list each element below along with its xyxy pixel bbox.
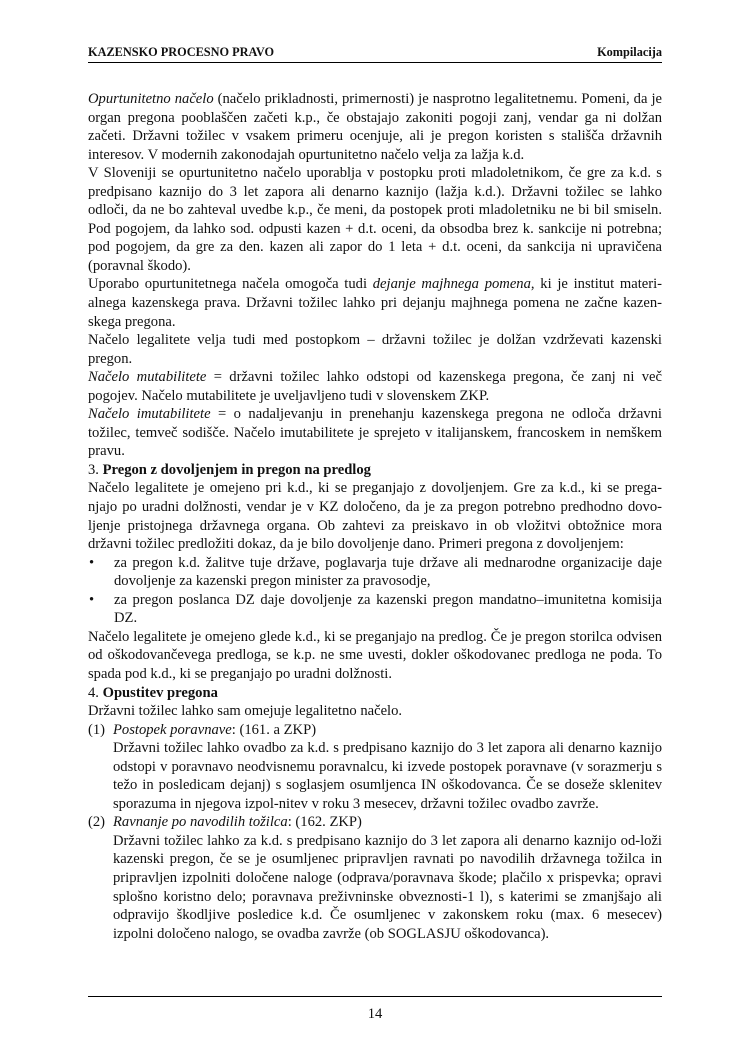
term-immutability: Načelo imutabilitete (88, 406, 211, 423)
list-item: • za pregon poslanca DZ daje dovoljenje za kazenski pregon mandatno–imunitetna komisija DZ. (88, 591, 662, 628)
section-3-outro: Načelo legalitete je omejeno glede k.d., ki se preganjajo na predlog. Če je pregon storilca odvisen od oškodovančevega predloga, se k.p. ne sme uvesti, dokler oškodovanec predloga ne poda. To spada pod k.d., ki se preganjajo po uradni dolžnosti. (88, 628, 662, 682)
list-item: • za pregon k.d. žalitve tuje države, poglavarja tuje države ali mednarodne organizacije daje dovoljenje za kazenski pregon minister za pravosodje, (88, 554, 662, 591)
paragraph-legality: Načelo legalitete velja tudi med postopkom – državni tožilec je dolžan vzdrževati kazenski pregon. (88, 332, 662, 367)
section-4-intro: Državni tožilec lahko sam omejuje legalitetno načelo. (88, 703, 403, 720)
term-mutability: Načelo mutabilitete (88, 369, 207, 386)
paragraph-mutability: Načelo mutabilitete = državni tožilec lahko odstopi od kazenskega pregona, če zanj ni več pogojev. Načelo mutabilitete je uveljavljeno tudi v slovenskem ZKP. (88, 369, 662, 404)
paragraph-minor-offence: Uporabo opurtunitetnega načela omogoča tudi dejanje majhnega pomena, ki je institut materi-alnega kazenskega prava. Državni tožilec lahko pri dejanju majhnega pomena ne začne kazen-skega pregona. (88, 276, 663, 330)
permission-examples-list (88, 554, 662, 628)
paragraph-slovenia: V Sloveniji se opurtunitetno načelo uporablja v postopku proti mladoletnikom, če gre za k.d. s predpisano kaznijo do 3 let zapora ali denarno kaznijo (lažja k.d.). Državni tožilec se lahko odloči, da ne bo zahteval uvedbe k.p., če meni, da postopek proti mladoletniku ne bi bil smiseln. Pod pogojem, da lahko sod. odpusti kazen + d.t. oceni, da obsodba brez k. sankcije ni potrebna; pod pogojem, da gre za den. kazen ali zapor do 1 leta + d.t. oceni, da sankcija ni upravičena (poravnal škodo). (88, 165, 662, 274)
item-1-text: Državni tožilec lahko ovadbo za k.d. s predpisano kaznijo do 3 let zapora ali denarno kaznijo odstopi v poravnavo neodvisnemu poravnalcu, ki izvede postopek poravnave (v sorazmerju s težo in posledicam dejanj) s soglasjem osumljenca IN oškodovanca. Če se doseže sklenitev sporazuma in njegova izpol-nitev v roku 3 mesecev, državni tožilec ovadbo zavrže. (113, 740, 662, 812)
document-body (88, 90, 662, 943)
page-number: 14 (367, 1006, 383, 1022)
header-compilation-label: Kompilacija (597, 45, 662, 59)
header-title: KAZENSKO PROCESNO PRAVO (88, 45, 275, 59)
section-3-heading: 3. Pregon z dovoljenjem in pregon na predlog (88, 461, 371, 478)
item-2-heading: (2) Ravnanje po navodilih tožilca: (162. ZKP) (88, 814, 362, 831)
footer-divider (88, 996, 662, 997)
item-2-text: Državni tožilec lahko za k.d. s predpisano kaznijo do 3 let zapora ali denarno kaznijo od-loži kazenski pregon, če se je osumljenec pripravljen ravnati po navodilih državnega tožilca in pripravljen izpolniti določene naloge (odprava/poravnava škode; plačilo x prispevka; opravi splošno koristno delo; poravnava preživninske obveznosti-1 l), s katerimi se zmanjšajo ali odpravijo škodljive posledice k.d. Če osumljenec v zakonskem roku (max. 6 mesecev) izpolni določeno nalogo, se ovadba zavrže (ob SOGLASJU oškodovanca). (113, 832, 662, 942)
section-4-heading: 4. Opustitev pregona (88, 684, 218, 701)
page-header (88, 44, 662, 63)
paragraph-immutability: Načelo imutabilitete = o nadaljevanju in prenehanju kazenskega pregona ne odloča državni tožilec, temveč sodišče. Načelo imutabilitete je sprejeto v italijanskem, francoskem in nemškem pravu. (88, 406, 662, 460)
paragraph-opportunity-principle: Opurtunitetno načelo (načelo prikladnosti, primernosti) je nasprotno legalitetnemu. Pomeni, da je organ pregona pooblaščen začeti k.p., če obstajajo zakoniti pogoji zanj, vendar ga ni dolžan začeti. Državni tožilec v vsakem primeru ocenjuje, ali je pregon koristen s stališča državnih interesov. V modernih zakonodajah opurtunitetno načelo velja za lažja k.d. (88, 91, 662, 163)
term-minor-offence: dejanje majhnega pomena (372, 276, 531, 293)
section-3-intro: Načelo legalitete je omejeno pri k.d., ki se preganjajo z dovoljenjem. Gre za k.d., ki se prega-njajo po uradni dolžnosti, vendar je v KZ določeno, da je za pregon potrebno predhodno dovo-ljenje pristojnega državnega organa. Ob zahtevi za preiskavo in ob vložitvi obtožnice mora državni tožilec predložiti dokaz, da je bilo dovoljenje dano. Primeri pregona z dovoljenjem: (88, 480, 662, 553)
term-opportunity-principle: Opurtunitetno načelo (88, 91, 214, 107)
item-1-heading: (1) Postopek poravnave: (161. a ZKP) (88, 721, 317, 738)
